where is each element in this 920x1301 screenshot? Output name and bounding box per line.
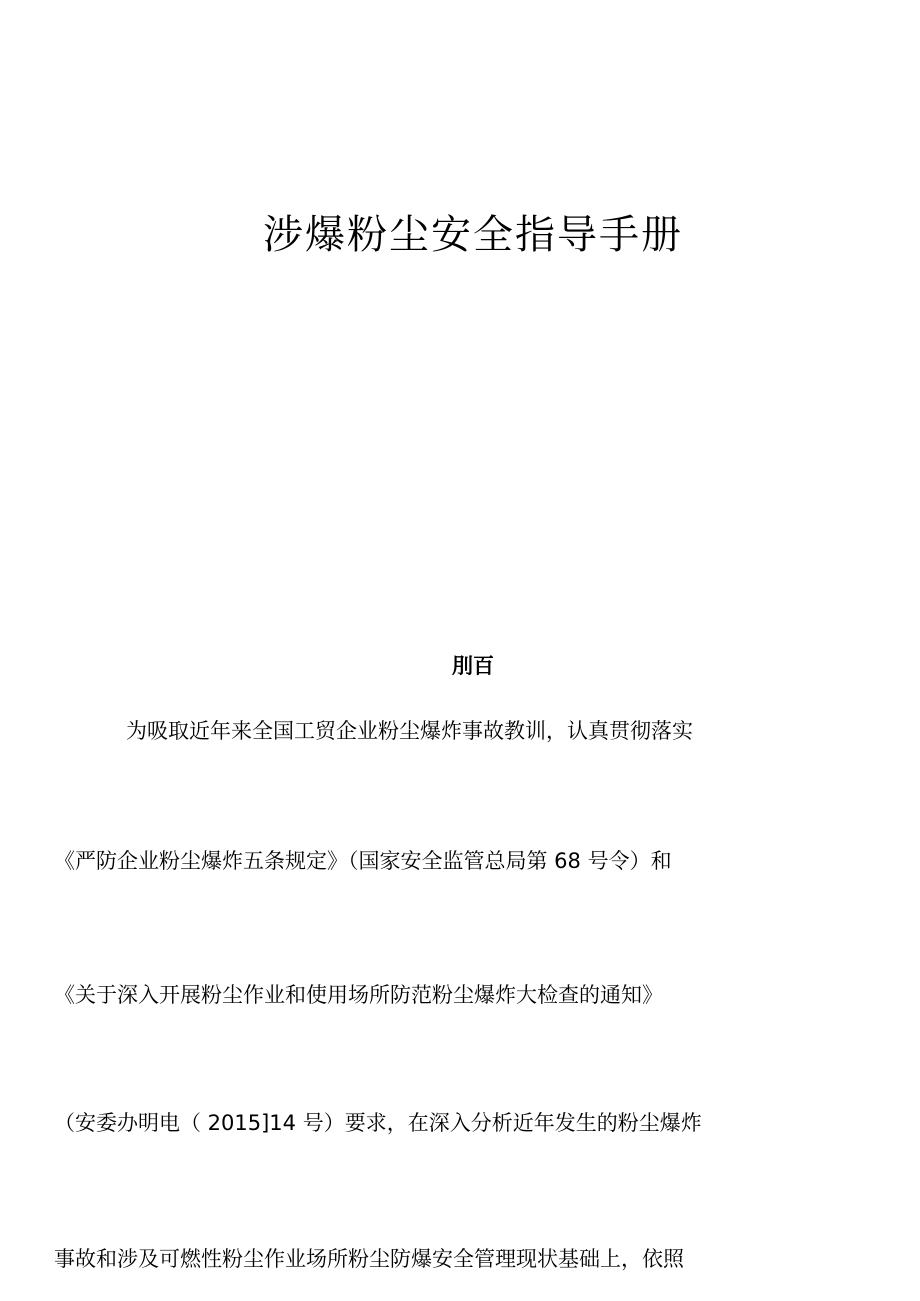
- body-line-4: （安委办明电（ 2015]14 号）要求，在深入分析近年发生的粉尘爆炸: [54, 1111, 702, 1135]
- body-line-2: 《严防企业粉尘爆炸五条规定》（国家安全监管总局第 68 号令）和: [54, 849, 672, 873]
- section-heading: 刖百: [452, 654, 494, 678]
- body-line-3: 《关于深入开展粉尘作业和使用场所防范粉尘爆炸大检查的通知》: [54, 983, 663, 1007]
- document-title: 涉爆粉尘安全指导手册: [263, 212, 683, 258]
- body-line-5: 事故和涉及可燃性粉尘作业场所粉尘防爆安全管理现状基础上，依照: [54, 1247, 684, 1271]
- body-line-1: 为吸取近年来全国工贸企业粉尘爆炸事故教训，认真贯彻落实: [126, 719, 693, 743]
